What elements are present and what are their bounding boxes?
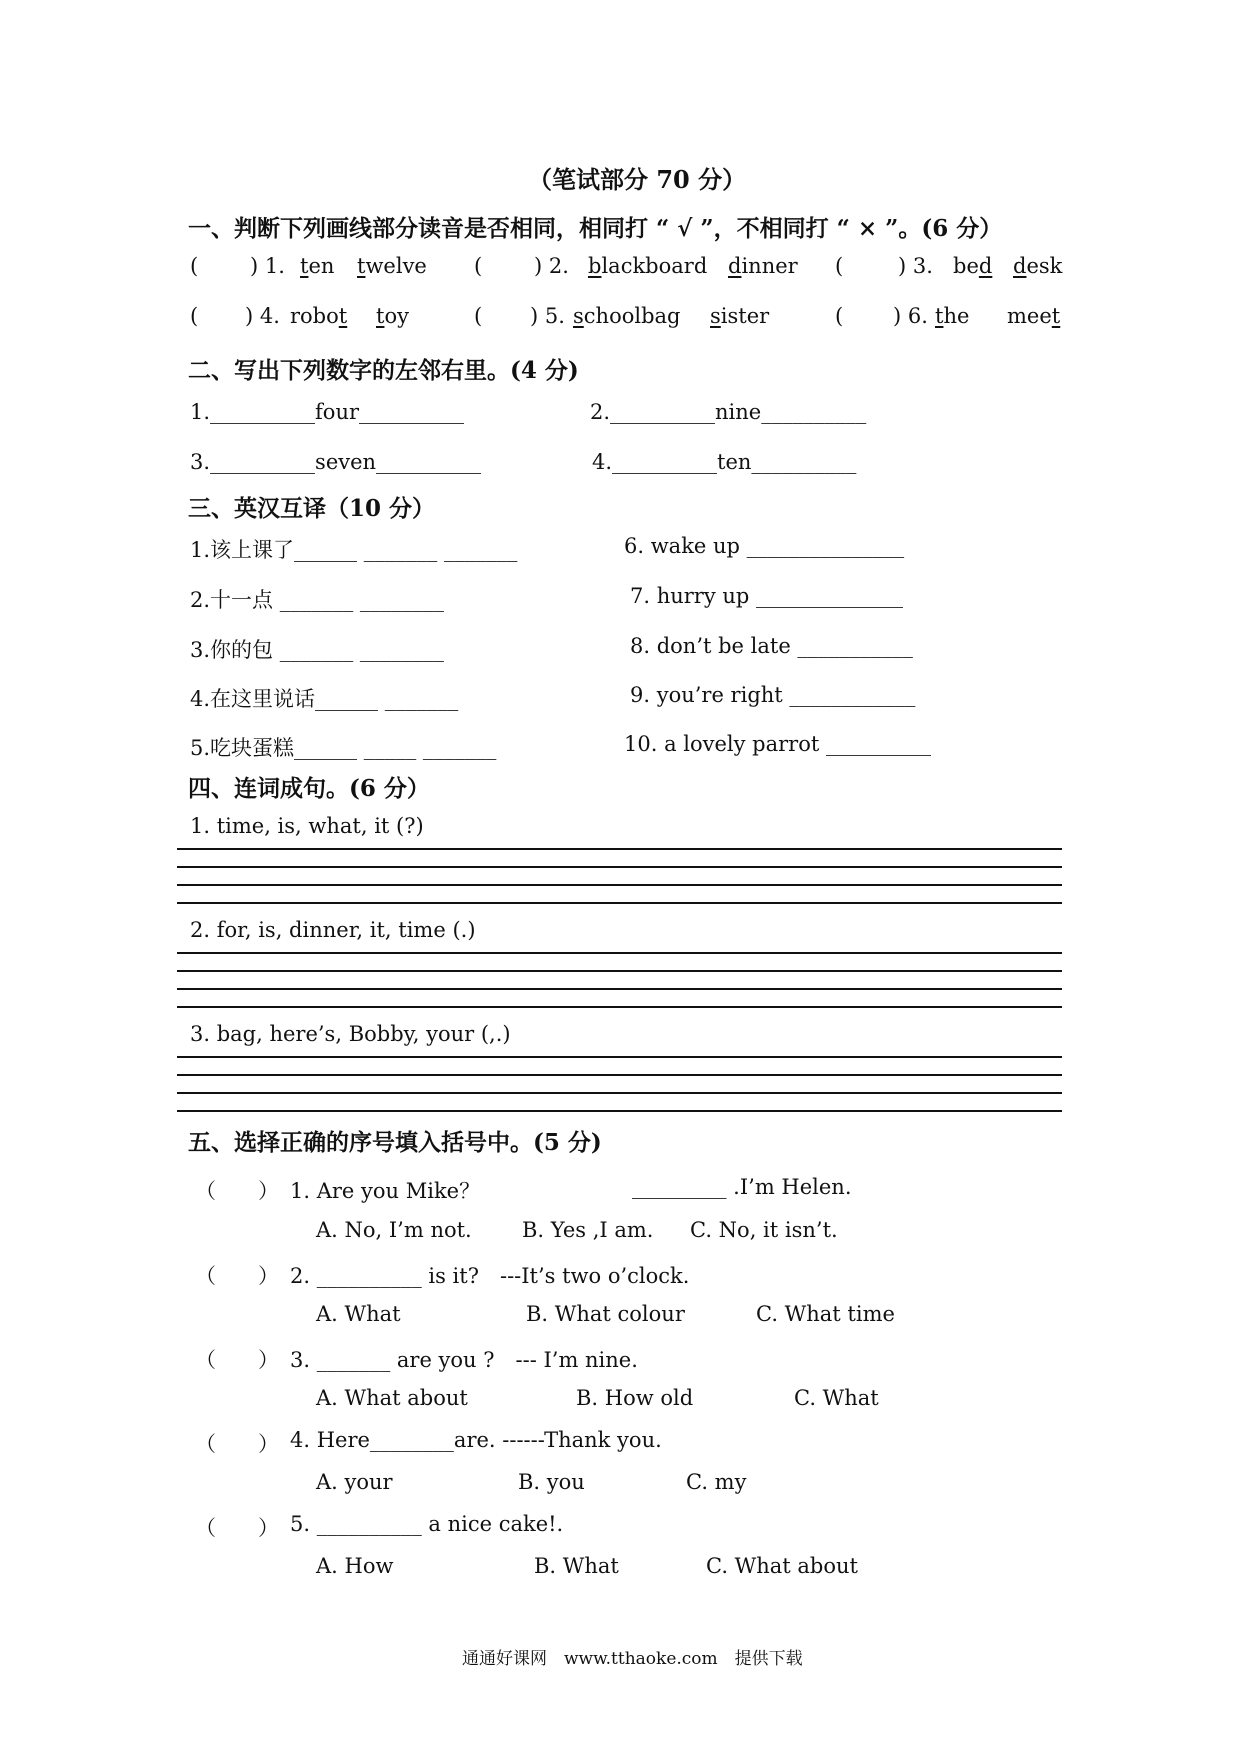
section-4-heading: 四、连词成句。(6 分） — [188, 775, 430, 802]
section-5-heading: 五、选择正确的序号填入括号中。(5 分) — [188, 1129, 602, 1156]
option-b[interactable]: B. How old — [576, 1386, 694, 1410]
translation-item[interactable]: 8. don’t be late ___________ — [630, 634, 913, 658]
writing-line[interactable] — [177, 902, 1062, 904]
option-b[interactable]: B. What — [534, 1554, 619, 1578]
neighbor-blank-1[interactable]: 1.__________four__________ — [190, 400, 465, 424]
question-4: 4. Here________are. ------Thank you. — [290, 1428, 662, 1452]
neighbor-blank-2[interactable]: 2.__________nine__________ — [590, 400, 867, 424]
option-c[interactable]: C. What about — [706, 1554, 858, 1578]
option-b[interactable]: B. Yes ,I am. — [522, 1218, 654, 1242]
word-1: the — [935, 304, 970, 328]
question-1: 1. Are you Mike？ — [290, 1179, 481, 1203]
word-1: schoolbag — [573, 304, 681, 328]
answer-parens[interactable]: （ ） — [195, 1516, 279, 1540]
translation-item[interactable]: 6. wake up _______________ — [624, 534, 905, 558]
translation-item[interactable]: 4.在这里说话______ _______ — [190, 687, 459, 711]
answer-parens[interactable]: （ ） — [195, 1264, 279, 1288]
section-3-heading: 三、英汉互译（10 分） — [188, 495, 436, 522]
answer-paren-open[interactable]: ( — [474, 304, 483, 328]
word-1: robot — [290, 304, 348, 328]
section-1-heading: 一、判断下列画线部分读音是否相同，相同打 “ √ ”，不相同打 “ × ”。(6 分） — [188, 215, 1003, 242]
writing-line[interactable] — [177, 848, 1062, 850]
word-1: ten — [300, 254, 335, 278]
neighbor-blank-3[interactable]: 3.__________seven__________ — [190, 450, 482, 474]
writing-line[interactable] — [177, 884, 1062, 886]
option-c[interactable]: C. my — [686, 1470, 747, 1494]
writing-line[interactable] — [177, 1092, 1062, 1094]
writing-line[interactable] — [177, 1110, 1062, 1112]
answer-paren-open[interactable]: ( — [474, 254, 483, 278]
answer-paren-open[interactable]: ( — [190, 304, 199, 328]
option-c[interactable]: C. What time — [756, 1302, 895, 1326]
option-a[interactable]: A. What — [316, 1302, 401, 1326]
writing-line[interactable] — [177, 952, 1062, 954]
word-2: sister — [710, 304, 770, 328]
writing-line[interactable] — [177, 1074, 1062, 1076]
translation-item[interactable]: 7. hurry up ______________ — [630, 584, 904, 608]
writing-line[interactable] — [177, 970, 1062, 972]
item-number: ) 6. — [893, 304, 928, 328]
answer-paren-open[interactable]: ( — [190, 254, 199, 278]
translation-item[interactable]: 10. a lovely parrot __________ — [624, 732, 931, 756]
answer-parens[interactable]: （ ） — [195, 1179, 279, 1203]
item-number: ) 1. — [250, 254, 285, 278]
option-a[interactable]: A. No, I’m not. — [316, 1218, 472, 1242]
reorder-prompt-3: 3. bag, here’s, Bobby, your (,.) — [190, 1022, 511, 1046]
question-5: 5. __________ a nice cake!. — [290, 1512, 564, 1536]
translation-item[interactable]: 9. you’re right ____________ — [630, 683, 916, 707]
word-2: toy — [376, 304, 409, 328]
translation-item[interactable]: 5.吃块蛋糕______ _____ _______ — [190, 736, 497, 760]
word-2: twelve — [357, 254, 427, 278]
writing-line[interactable] — [177, 988, 1062, 990]
neighbor-blank-4[interactable]: 4.__________ten__________ — [592, 450, 857, 474]
translation-item[interactable]: 3.你的包 _______ ________ — [190, 638, 444, 662]
option-b[interactable]: B. you — [518, 1470, 585, 1494]
answer-paren-open[interactable]: ( — [835, 254, 844, 278]
option-c[interactable]: C. What — [794, 1386, 879, 1410]
word-2: meet — [1007, 304, 1061, 328]
option-a[interactable]: A. your — [316, 1470, 393, 1494]
question-1-reply: _________ .I’m Helen. — [632, 1175, 852, 1199]
item-number: ) 2. — [534, 254, 569, 278]
word-1: bed — [953, 254, 993, 278]
answer-paren-open[interactable]: ( — [835, 304, 844, 328]
option-a[interactable]: A. What about — [316, 1386, 468, 1410]
translation-item[interactable]: 1.该上课了______ _______ _______ — [190, 538, 518, 562]
option-b[interactable]: B. What colour — [526, 1302, 685, 1326]
answer-parens[interactable]: （ ） — [195, 1348, 279, 1372]
page-title: （笔试部分 70 分） — [528, 165, 747, 194]
item-number: ) 3. — [898, 254, 933, 278]
translation-item[interactable]: 2.十一点 _______ ________ — [190, 588, 444, 612]
word-2: desk — [1013, 254, 1063, 278]
question-2: 2. __________ is it? ---It’s two o’clock. — [290, 1264, 690, 1288]
answer-parens[interactable]: （ ） — [195, 1432, 279, 1456]
item-number: ) 5. — [530, 304, 565, 328]
item-number: ) 4. — [245, 304, 280, 328]
option-a[interactable]: A. How — [316, 1554, 394, 1578]
question-3: 3. _______ are you ? --- I’m nine. — [290, 1348, 638, 1372]
footer-source: 通通好课网 www.tthaoke.com 提供下载 — [462, 1649, 803, 1669]
word-2: dinner — [728, 254, 798, 278]
section-2-heading: 二、写出下列数字的左邻右里。(4 分) — [188, 357, 579, 384]
reorder-prompt-2: 2. for, is, dinner, it, time (.) — [190, 918, 476, 942]
word-1: blackboard — [588, 254, 708, 278]
writing-line[interactable] — [177, 1056, 1062, 1058]
reorder-prompt-1: 1. time, is, what, it (?) — [190, 814, 424, 838]
option-c[interactable]: C. No, it isn’t. — [690, 1218, 838, 1242]
writing-line[interactable] — [177, 866, 1062, 868]
writing-line[interactable] — [177, 1006, 1062, 1008]
